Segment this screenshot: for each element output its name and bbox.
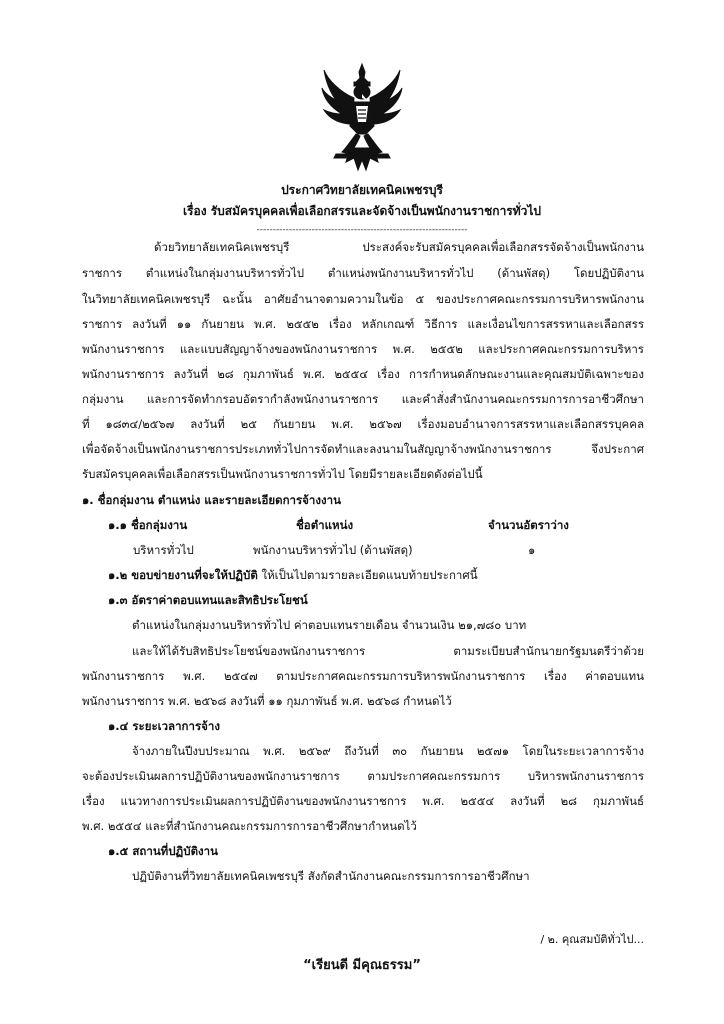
s11-value-group: บริหารทั่วไป [133, 543, 194, 557]
s13-heading: ๑.๓ อัตราค่าตอบแทนและสิทธิประโยชน์ [108, 593, 308, 607]
intro-line: ในวิทยาลัยเทคนิคเพชรบุรี ฉะนั้น อาศัยอำนาจตามความในข้อ ๕ ของประกาศคณะกรรมการบริหารพนักงาน [82, 292, 644, 306]
s12-line [108, 567, 478, 583]
s15-text: ปฏิบัติงานที่วิทยาลัยเทคนิคเพชรบุรี สังกัดสำนักงานคณะกรรมการการอาชีวศึกษา [132, 869, 530, 883]
s14-heading: ๑.๔ ระยะเวลาการจ้าง [108, 719, 220, 733]
motto: “เรียนดี มีคุณธรรม” [303, 958, 421, 973]
s13-line: ตำแหน่งในกลุ่มงานบริหารทั่วไป ค่าตอบแทนรายเดือน จำนวนเงิน ๒๑,๗๘๐ บาท [132, 618, 527, 632]
s11-col-group: ๑.๑ ชื่อกลุ่มงาน [108, 518, 188, 532]
continuation-note: / ๒. คุณสมบัติทั่วไป... [540, 933, 644, 946]
intro-line: พนักงานราชการ และแบบสัญญาจ้างของพนักงานราชการ พ.ศ. ๒๕๕๒ และประกาศคณะกรรมการบริหาร [82, 342, 644, 356]
s14-line: พ.ศ. ๒๕๕๔ และที่สำนักงานคณะกรรมการการอาชีวศึกษากำหนดไว้ [82, 819, 417, 833]
intro-line: ที่ ๑๘๓๔/๒๕๖๗ ลงวันที่ ๒๕ กันยายน พ.ศ. ๒๕๖๗ เรื่องมอบอำนาจการสรรหาและเลือกสรรบุคคล [82, 417, 644, 431]
s14-line: เรื่อง แนวทางการประเมินผลการปฏิบัติงานของพนักงานราชการ พ.ศ. ๒๕๕๔ ลงวันที่ ๒๘ กุมภาพันธ์ [82, 794, 644, 808]
s11-value-position: พนักงานบริหารทั่วไป (ด้านพัสดุ) [253, 543, 413, 557]
intro-line: ราชการ ตำแหน่งในกลุ่มงานบริหารทั่วไป ตำแหน่งพนักงานบริหารทั่วไป (ด้านพัสดุ) โดยปฏิบัติงาน [82, 266, 644, 280]
s13-line: พนักงานราชการ พ.ศ. ๒๕๖๘ ลงวันที่ ๑๑ กุมภาพันธ์ พ.ศ. ๒๕๖๘ กำหนดไว้ [82, 694, 452, 708]
s11-col-position: ชื่อตำแหน่ง [296, 518, 354, 532]
garuda-emblem-icon [320, 62, 404, 174]
intro-line: กลุ่มงาน และการจัดทำกรอบอัตรากำลังพนักงานราชการ และคำสั่งสำนักงานคณะกรรมการการอาชีวศึกษา [82, 392, 644, 406]
intro-line: พนักงานราชการ ลงวันที่ ๒๘ กุมภาพันธ์ พ.ศ. ๒๕๕๔ เรื่อง การกำหนดลักษณะงานและคุณสมบัติเฉพาะของ [82, 367, 644, 381]
s11-value-vacancies: ๑ [528, 543, 536, 557]
document-subject: เรื่อง รับสมัครบุคคลเพื่อเลือกสรรและจัดจ้างเป็นพนักงานราชการทั่วไป [182, 204, 542, 218]
intro-line: รับสมัครบุคคลเพื่อเลือกสรรเป็นพนักงานราชการทั่วไป โดยมีรายละเอียดดังต่อไปนี้ [82, 467, 483, 481]
s12-text: ให้เป็นไปตามรายละเอียดแนบท้ายประกาศนี้ [257, 568, 478, 582]
title-divider: ----------------------------------------------------------------- [256, 225, 468, 235]
s14-line: จะต้องประเมินผลการปฏิบัติงานของพนักงานราชการ ตามประกาศคณะกรรมการ บริหารพนักงานราชการ [82, 769, 644, 783]
intro-line: ราชการ ลงวันที่ ๑๑ กันยายน พ.ศ. ๒๕๕๒ เรื่อง หลักเกณฑ์ วิธีการ และเงื่อนไขการสรรหาและเลือกสรร [82, 317, 644, 331]
intro-line: ด้วยวิทยาลัยเทคนิคเพชรบุรี ประสงค์จะรับสมัครบุคคลเพื่อเลือกสรรจัดจ้างเป็นพนักงาน [154, 240, 644, 254]
s15-heading: ๑.๕ สถานที่ปฏิบัติงาน [108, 844, 218, 858]
section-1-heading: ๑. ชื่อกลุ่มงาน ตำแหน่ง และรายละเอียดการจ้างงาน [82, 493, 341, 507]
s14-line: จ้างภายในปีงบประมาณ พ.ศ. ๒๕๖๙ ถึงวันที่ ๓๐ กันยายน ๒๕๗๑ โดยในระยะเวลาการจ้าง [132, 744, 644, 758]
s13-line: และให้ได้รับสิทธิประโยชน์ของพนักงานราชการ ตามระเบียบสำนักนายกรัฐมนตรีว่าด้วย [132, 644, 644, 658]
s12-heading: ๑.๒ ขอบข่ายงานที่จะให้ปฏิบัติ [108, 568, 258, 582]
document-title: ประกาศวิทยาลัยเทคนิคเพชรบุรี [281, 183, 443, 197]
intro-line: เพื่อจัดจ้างเป็นพนักงานราชการประเภททั่วไปการจัดทำและลงนามในสัญญาจ้างพนักงานราชการ จึงประกาศ [82, 442, 644, 456]
s13-line: พนักงานราชการ พ.ศ. ๒๕๔๗ ตามประกาศคณะกรรมการบริหารพนักงานราชการ เรื่อง ค่าตอบแทน [82, 669, 644, 683]
s11-col-vacancies: จำนวนอัตราว่าง [488, 518, 569, 532]
